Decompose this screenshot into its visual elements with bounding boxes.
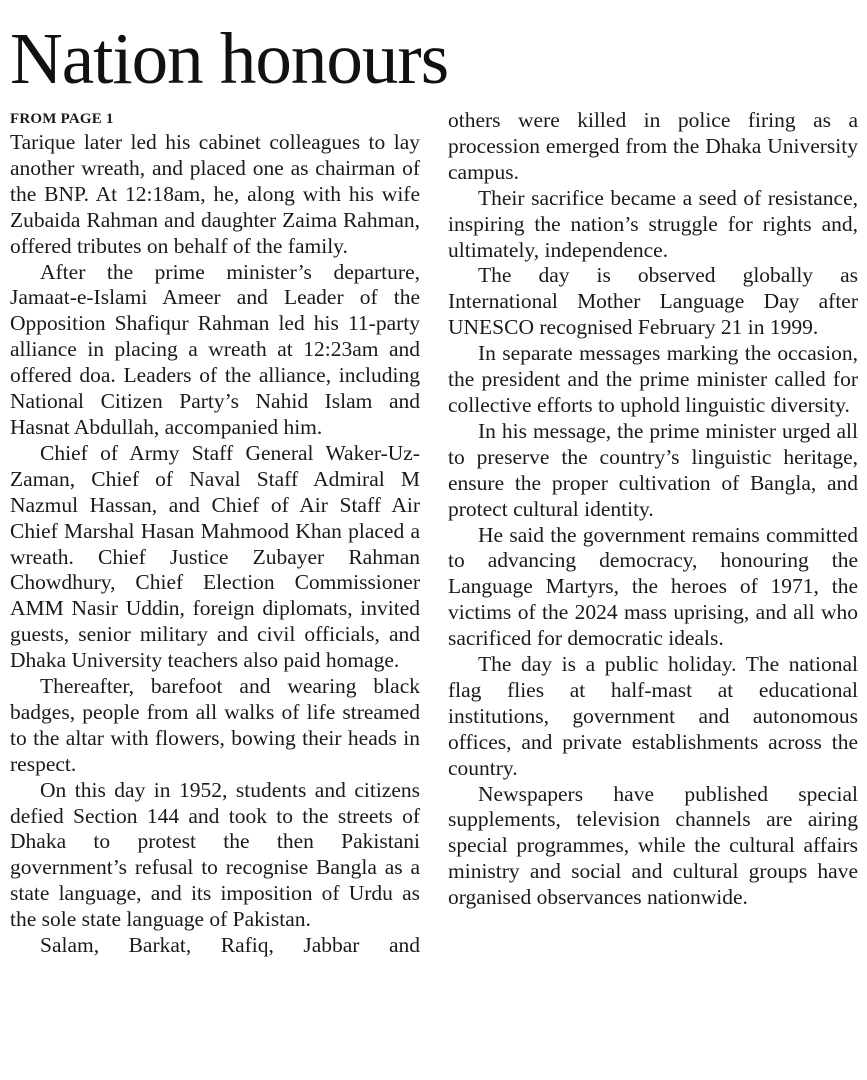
paragraph: After the prime minister’s departure, Jamaat-e-Islami Ameer and Leader of the Opposition Shafiqur Rahman led his 11-party alliance in placing a wreath at 12:23am and offered doa. Leaders of the alliance, including National Citizen Party’s Nahid Islam and Hasnat Abdullah, accompanied him. xyxy=(10,259,420,439)
paragraph: Chief of Army Staff General Waker-Uz-Zaman, Chief of Naval Staff Admiral M Nazmul Hassan, and Chief of Air Staff Air Chief Marshal Hasan Mahmood Khan placed a wreath. Chief Justice Zubayer Rahman Chowdhury, Chief Election Commissioner AMM Nasir Uddin, foreign diplomats, invited guests, senior military and civil officials, and Dhaka University teachers also paid homage. xyxy=(10,440,420,673)
paragraph: Salam, Barkat, Rafiq, Jabbar and xyxy=(40,933,420,958)
jump-label: FROM PAGE 1 xyxy=(10,111,114,127)
paragraph: The day is observed globally as International Mother Language Day after UNESCO recognised February 21 in 1999. xyxy=(448,263,858,340)
paragraph: Their sacrifice became a seed of resistance, inspiring the nation’s struggle for rights and, ultimately, independence. xyxy=(448,185,858,262)
paragraph: Thereafter, barefoot and wearing black badges, people from all walks of life streamed to the altar with flowers, bowing their heads in respect. xyxy=(10,674,420,776)
paragraph: In separate messages marking the occasion, the president and the prime minister called for collective efforts to uphold linguistic diversity. xyxy=(448,341,858,417)
paragraph: The day is a public holiday. The national flag flies at half-mast at educational institutions, government and autonomous offices, and private establishments across the country. xyxy=(448,652,858,780)
paragraph: On this day in 1952, students and citizens defied Section 144 and took to the streets of Dhaka to protest the then Pakistani government’s refusal to recognise Bangla as a state language, and its imposition of Urdu as the sole state language of Pakistan. xyxy=(10,777,420,932)
article-column-right xyxy=(448,108,858,911)
paragraph: He said the government remains committed to advancing democracy, honouring the Language Martyrs, the heroes of 1971, the victims of the 2024 mass uprising, and all who sacrificed for democratic ideals. xyxy=(448,522,858,651)
headline: Nation honours xyxy=(10,18,449,99)
article-column-left xyxy=(10,108,420,959)
paragraph: Newspapers have published special supplements, television channels are airing special programmes, while the cultural affairs ministry and social and cultural groups have organised observances nationwide. xyxy=(448,781,858,910)
paragraph: Tarique later led his cabinet colleagues to lay another wreath, and placed one as chairman of the BNP. At 12:18am, he, along with his wife Zubaida Rahman and daughter Zaima Rahman, offered tributes on behalf of the family. xyxy=(10,130,420,258)
paragraph: In his message, the prime minister urged all to preserve the country’s linguistic heritage, ensure the proper cultivation of Bangla, and protect cultural identity. xyxy=(448,418,858,521)
paragraph: others were killed in police firing as a procession emerged from the Dhaka University campus. xyxy=(448,108,858,184)
